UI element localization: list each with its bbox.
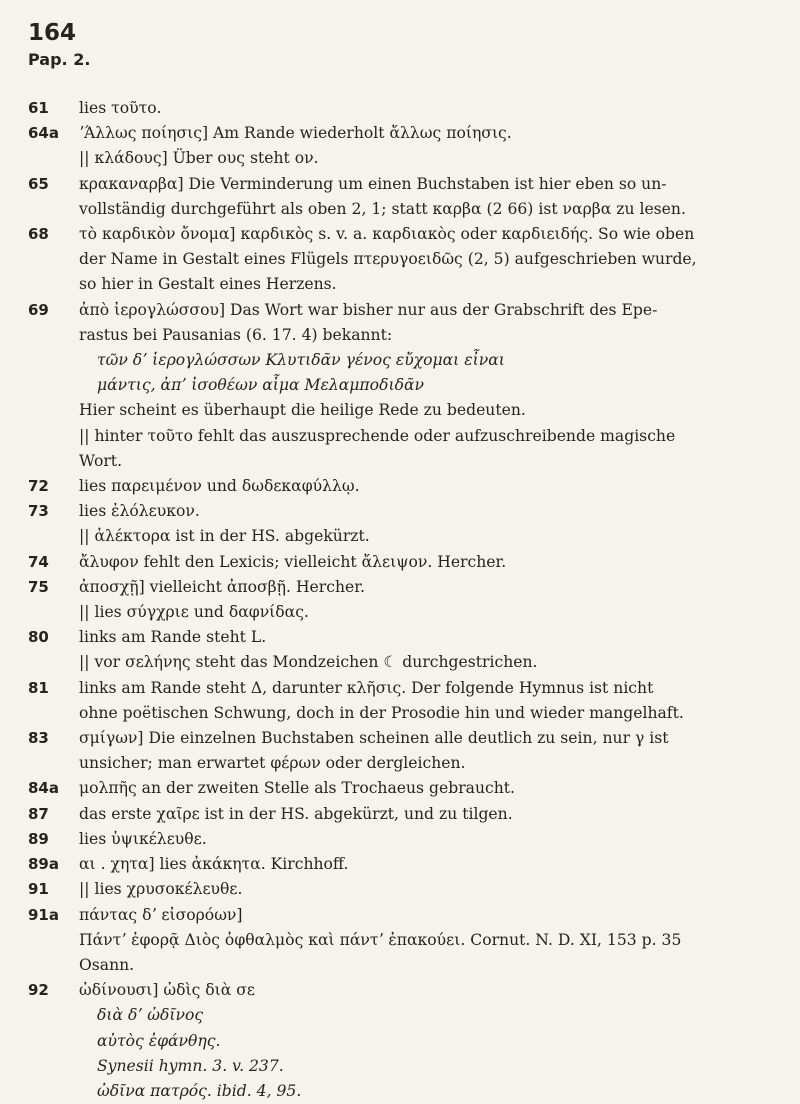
quoted-verse: διὰ δʼ ὠδῖνος: [97, 1006, 204, 1025]
note-line: lies παρειμένον und δωδεκαφύλλῳ.: [79, 477, 360, 496]
note-line: πάντας δʼ εἰσορόων]: [79, 905, 243, 924]
note-entry: [28, 726, 788, 776]
note-line: Wort.: [79, 451, 123, 470]
note-line: ἀπὸ ἱερογλώσσου] Das Wort war bisher nur aus der Grabschrift des Epe-: [79, 300, 658, 319]
note-entry: [28, 172, 788, 222]
note-line: || lies σύγχριε und δαφνίδας.: [79, 603, 309, 622]
note-line: κρακαναρβα] Die Verminderung um einen Buchstaben ist hier eben so un-: [79, 174, 667, 193]
note-line: unsicher; man erwartet φέρων oder dergleichen.: [79, 754, 466, 773]
note-entry: [28, 877, 788, 902]
line-number: 87: [28, 804, 49, 823]
line-number: 65: [28, 174, 49, 193]
line-number: 75: [28, 577, 49, 596]
note-body: [79, 978, 788, 1104]
note-body: [79, 726, 788, 776]
note-body: [79, 298, 788, 474]
note-body: [79, 121, 788, 171]
note-line: τὸ καρδικὸν ὄνομα] καρδικὸς s. v. a. καρδιακὸς oder καρδιειδής. So wie oben: [79, 225, 695, 244]
note-line: Πάντʼ ἐφορᾷ Διὸς ὀφθαλμὸς καὶ πάντʼ ἐπακούει. Cornut. N. D. XI, 153 p. 35: [79, 930, 682, 949]
note-line: Osann.: [79, 955, 135, 974]
note-line: || hinter τοῦτο fehlt das auszusprechende oder aufzuschreibende magische: [79, 426, 676, 445]
line-number: 74: [28, 552, 49, 571]
note-entry: [28, 121, 788, 171]
line-number: 89: [28, 829, 49, 848]
note-body: [79, 625, 788, 675]
note-line: links am Rande steht Δ, darunter κλῆσις. Der folgende Hymnus ist nicht: [79, 678, 654, 697]
note-entry: [28, 827, 788, 852]
line-number: 68: [28, 225, 49, 244]
note-entry: [28, 676, 788, 726]
line-number: 72: [28, 477, 49, 496]
note-entry: [28, 575, 788, 625]
note-body: [79, 222, 788, 298]
line-number: 91a: [28, 905, 59, 924]
note-entry: [28, 852, 788, 877]
note-entry: [28, 625, 788, 675]
quoted-verse: ὠδῖνα πατρός. ibid. 4, 95.: [97, 1081, 302, 1100]
note-line: rastus bei Pausanias (6. 17. 4) bekannt:: [79, 325, 393, 344]
line-number: 84a: [28, 779, 59, 798]
note-entry: [28, 978, 788, 1104]
note-body: [79, 676, 788, 726]
note-entry: [28, 499, 788, 549]
line-number: 81: [28, 678, 49, 697]
note-line: || vor σελήνης steht das Mondzeichen ☾ durchgestrichen.: [79, 653, 538, 672]
note-line: || ἀλέκτορα ist in der HS. abgekürzt.: [79, 527, 370, 546]
note-line: der Name in Gestalt eines Flügels πτερυγοειδῶς (2, 5) aufgeschrieben wurde,: [79, 250, 697, 269]
note-body: [79, 172, 788, 222]
note-entry: [28, 96, 788, 121]
note-line: || lies χρυσοκέλευθε.: [79, 880, 243, 899]
note-line: so hier in Gestalt eines Herzens.: [79, 275, 337, 294]
note-line: Hier scheint es überhaupt die heilige Rede zu bedeuten.: [79, 401, 526, 420]
note-entry: [28, 802, 788, 827]
note-line: σμίγων] Die einzelnen Buchstaben scheinen alle deutlich zu sein, nur γ ist: [79, 729, 669, 748]
note-line: ἀποσχῇ] vielleicht ἀποσβῇ. Hercher.: [79, 577, 365, 596]
line-number: 89a: [28, 855, 59, 874]
notes-list: [28, 96, 788, 1104]
page-number: 164: [28, 20, 77, 46]
note-body: [79, 776, 788, 801]
line-number: 92: [28, 981, 49, 1000]
quoted-verse: αὐτὸς ἐφάνθης.: [97, 1031, 221, 1050]
line-number: 83: [28, 729, 49, 748]
note-body: [79, 852, 788, 877]
note-body: [79, 499, 788, 549]
note-line: lies τοῦτο.: [79, 99, 162, 117]
quoted-verse: Synesii hymn. 3. v. 237.: [97, 1056, 284, 1075]
note-entry: [28, 550, 788, 575]
note-body: [79, 877, 788, 902]
note-line: lies ἐλόλευκον.: [79, 502, 200, 521]
quoted-verse: τῶν δʼ ἱερογλώσσων Κλυτιδᾶν γένος εὔχομαι εἶναι: [97, 351, 505, 370]
note-entry: [28, 776, 788, 801]
note-body: [79, 903, 788, 979]
quoted-verse: μάντις, ἀπʼ ἰσοθέων αἷμα Μελαμποδιδᾶν: [97, 376, 424, 395]
note-body: [79, 550, 788, 575]
note-entry: [28, 298, 788, 474]
note-body: [79, 802, 788, 827]
line-number: 64a: [28, 124, 59, 143]
note-line: μολπῆς an der zweiten Stelle als Trochaeus gebraucht.: [79, 779, 515, 798]
note-line: links am Rande steht L.: [79, 628, 267, 647]
note-line: das erste χαῖρε ist in der HS. abgekürzt, und zu tilgen.: [79, 804, 513, 823]
note-entry: [28, 903, 788, 979]
line-number: 91: [28, 880, 49, 899]
note-entry: [28, 474, 788, 499]
note-line: lies ὑψικέλευθε.: [79, 829, 207, 848]
note-line: αι . χητα] lies ἀκάκητα. Kirchhoff.: [79, 855, 349, 874]
note-body: [79, 474, 788, 499]
note-body: [79, 575, 788, 625]
line-number: 73: [28, 502, 49, 521]
page-header: [28, 20, 90, 71]
line-number: 80: [28, 628, 49, 647]
running-head: Pap. 2.: [28, 50, 91, 69]
note-line: ohne poëtischen Schwung, doch in der Prosodie hin und wieder mangelhaft.: [79, 703, 684, 722]
note-line: ὠδίνουσι] ὠδὶς διὰ σε: [79, 981, 255, 1000]
note-line: vollständig durchgeführt als oben 2, 1; statt καρβα (2 66) ist ναρβα zu lesen.: [79, 199, 686, 218]
note-body: [79, 827, 788, 852]
note-entry: [28, 222, 788, 298]
note-line: ʼΆλλως ποίησις] Am Rande wiederholt ἄλλως ποίησις.: [79, 124, 512, 143]
note-body: [79, 96, 788, 121]
line-number: 61: [28, 99, 49, 117]
note-line: || κλάδους] Über ους steht ον.: [79, 149, 319, 168]
line-number: 69: [28, 300, 49, 319]
note-line: ἄλυφον fehlt den Lexicis; vielleicht ἄλειψον. Hercher.: [79, 552, 507, 571]
